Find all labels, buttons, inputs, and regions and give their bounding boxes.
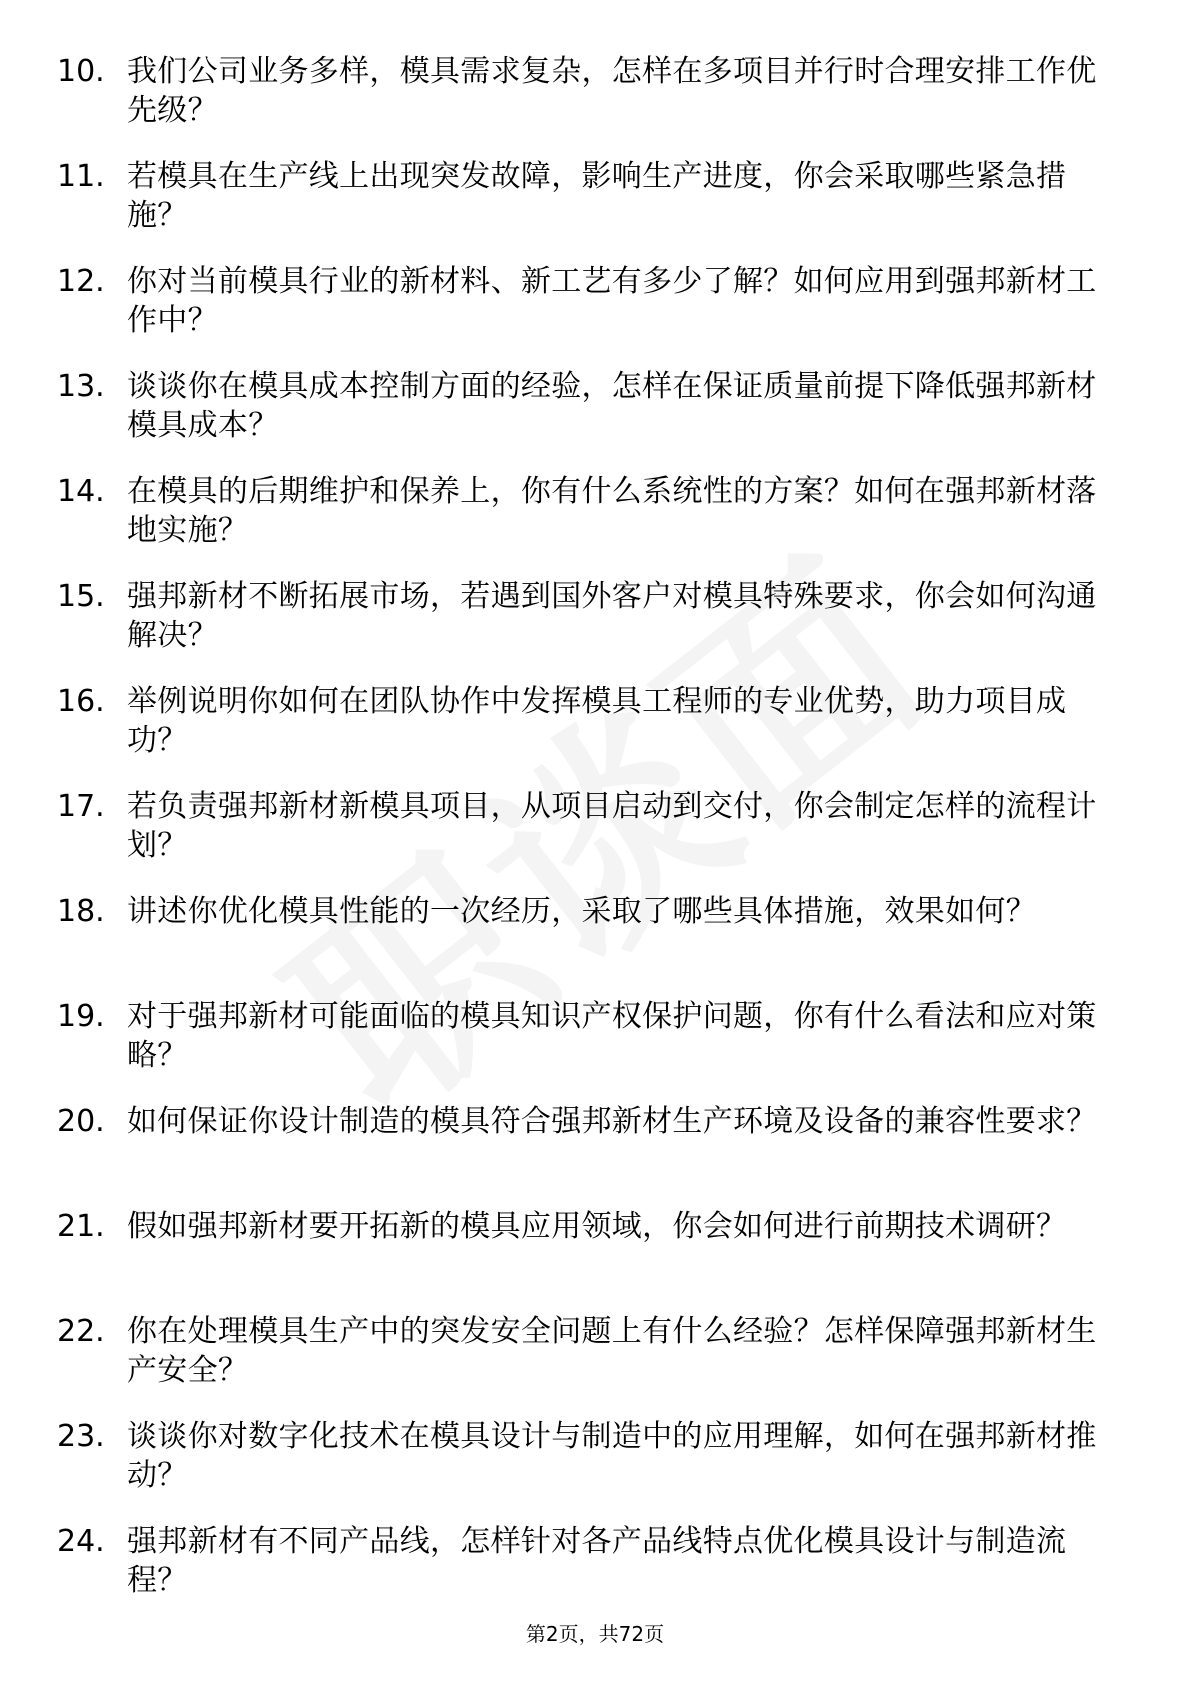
question-item (0, 157, 1190, 235)
question-item (0, 577, 1190, 655)
question-item (0, 997, 1190, 1075)
question-number: 24. (57, 1524, 105, 1559)
question-number: 12. (57, 264, 105, 299)
question-number: 15. (57, 579, 105, 614)
question-item (0, 892, 1190, 970)
question-list (0, 52, 1190, 1627)
question-text: 假如强邦新材要开拓新的模具应用领域，你会如何进行前期技术调研？ (127, 1209, 1067, 1244)
question-item (0, 1522, 1190, 1600)
question-number: 14. (57, 474, 105, 509)
question-number: 10. (57, 54, 105, 89)
question-item (0, 262, 1190, 340)
question-item (0, 367, 1190, 445)
question-text: 谈谈你对数字化技术在模具设计与制造中的应用理解，如何在强邦新材推动？ (127, 1419, 1097, 1493)
question-text: 如何保证你设计制造的模具符合强邦新材生产环境及设备的兼容性要求？ (127, 1104, 1097, 1139)
question-number: 20. (57, 1104, 105, 1139)
question-number: 21. (57, 1209, 105, 1244)
question-number: 18. (57, 894, 105, 929)
question-text: 你对当前模具行业的新材料、新工艺有多少了解？如何应用到强邦新材工作中？ (127, 264, 1097, 338)
question-item (0, 52, 1190, 130)
question-number: 22. (57, 1314, 105, 1349)
question-number: 16. (57, 684, 105, 719)
question-text: 我们公司业务多样，模具需求复杂，怎样在多项目并行时合理安排工作优先级？ (127, 54, 1097, 128)
question-text: 在模具的后期维护和保养上，你有什么系统性的方案？如何在强邦新材落地实施？ (127, 474, 1097, 548)
question-item (0, 1312, 1190, 1390)
question-number: 11. (57, 159, 105, 194)
question-text: 强邦新材有不同产品线，怎样针对各产品线特点优化模具设计与制造流程？ (127, 1524, 1067, 1598)
page-footer: 第2页，共72页 (525, 1622, 665, 1646)
question-number: 23. (57, 1419, 105, 1454)
question-text: 若模具在生产线上出现突发故障，影响生产进度，你会采取哪些紧急措施？ (127, 159, 1067, 233)
question-item (0, 1102, 1190, 1180)
question-text: 若负责强邦新材新模具项目，从项目启动到交付，你会制定怎样的流程计划？ (127, 789, 1097, 863)
question-number: 19. (57, 999, 105, 1034)
question-number: 13. (57, 369, 105, 404)
question-text: 讲述你优化模具性能的一次经历，采取了哪些具体措施，效果如何？ (127, 894, 1036, 929)
question-text: 举例说明你如何在团队协作中发挥模具工程师的专业优势，助力项目成功？ (127, 684, 1067, 758)
question-text: 强邦新材不断拓展市场，若遇到国外客户对模具特殊要求，你会如何沟通解决？ (127, 579, 1097, 653)
question-item (0, 472, 1190, 550)
question-text: 谈谈你在模具成本控制方面的经验，怎样在保证质量前提下降低强邦新材模具成本？ (127, 369, 1097, 443)
question-number: 17. (57, 789, 105, 824)
question-text: 你在处理模具生产中的突发安全问题上有什么经验？怎样保障强邦新材生产安全？ (127, 1314, 1097, 1388)
question-item (0, 1417, 1190, 1495)
question-item (0, 682, 1190, 760)
question-text: 对于强邦新材可能面临的模具知识产权保护问题，你有什么看法和应对策略？ (127, 999, 1097, 1073)
question-item (0, 787, 1190, 865)
question-item (0, 1207, 1190, 1285)
